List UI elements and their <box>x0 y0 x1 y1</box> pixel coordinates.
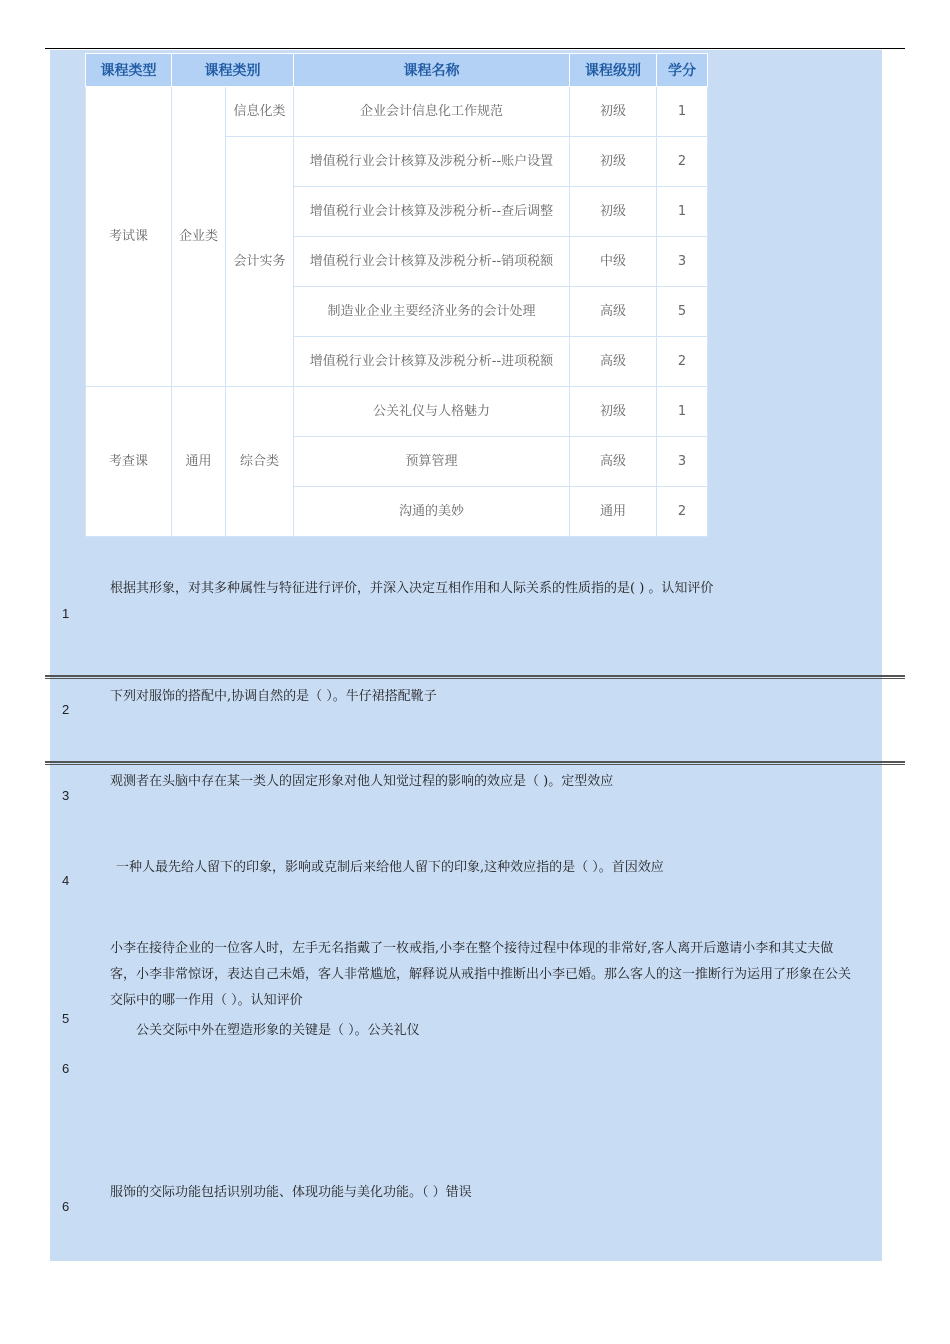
course-subcategory-cell: 信息化类 <box>226 87 294 137</box>
course-level-cell: 中级 <box>570 237 657 287</box>
header-course-type: 课程类型 <box>86 54 172 87</box>
table-row <box>86 387 708 437</box>
course-level-cell: 初级 <box>570 137 657 187</box>
course-category-cell: 通用 <box>172 387 226 537</box>
course-level-cell: 高级 <box>570 287 657 337</box>
course-name-cell: 沟通的美妙 <box>294 487 570 537</box>
course-name-cell: 增值税行业会计核算及涉税分析--账户设置 <box>294 137 570 187</box>
question-text: 小李在接待企业的一位客人时，左手无名指戴了一枚戒指,小李在整个接待过程中体现的非常好,客人离开后邀请小李和其丈夫做客，小李非常惊讶，表达自己未婚，客人非常尴尬，解释说从戒指中推断出小李已婚。那么客人的这一推断行为运用了形象在公关交际中的哪一作用（ ）。认知评价 <box>110 941 852 1008</box>
question-number: 6 <box>62 1061 70 1076</box>
course-credit-cell: 1 <box>657 187 708 237</box>
header-course-name: 课程名称 <box>294 54 570 87</box>
question-number: 3 <box>62 788 70 803</box>
course-level-cell: 通用 <box>570 487 657 537</box>
course-level-cell: 高级 <box>570 337 657 387</box>
course-subcategory-cell: 综合类 <box>226 387 294 537</box>
question-text: 服饰的交际功能包括识别功能、体现功能与美化功能。（ ）错误 <box>110 1185 472 1200</box>
header-credit: 学分 <box>657 54 708 87</box>
course-credit-cell: 2 <box>657 487 708 537</box>
question-number: 4 <box>62 873 70 888</box>
course-credit-cell: 3 <box>657 237 708 287</box>
question-number: 6 <box>62 1199 70 1214</box>
question-number: 1 <box>62 606 70 621</box>
course-name-cell: 制造业企业主要经济业务的会计处理 <box>294 287 570 337</box>
course-level-cell: 初级 <box>570 387 657 437</box>
question-text: 下列对服饰的搭配中,协调自然的是（ ）。牛仔裙搭配靴子 <box>110 689 437 704</box>
course-credit-cell: 3 <box>657 437 708 487</box>
course-name-cell: 增值税行业会计核算及涉税分析--查后调整 <box>294 187 570 237</box>
course-name-cell: 预算管理 <box>294 437 570 487</box>
course-type-cell: 考查课 <box>86 387 172 537</box>
course-level-cell: 初级 <box>570 187 657 237</box>
course-credit-cell: 2 <box>657 137 708 187</box>
header-course-category: 课程类别 <box>172 54 294 87</box>
course-credit-cell: 2 <box>657 337 708 387</box>
question-number: 2 <box>62 702 70 717</box>
course-credit-cell: 1 <box>657 387 708 437</box>
question-text: 一种人最先给人留下的印象，影响或克制后来给他人留下的印象,这种效应指的是（ ）。首因效应 <box>116 860 664 875</box>
header-course-level: 课程级别 <box>570 54 657 87</box>
question-text: 公关交际中外在塑造形象的关键是（ ）。公关礼仪 <box>136 1023 420 1038</box>
question-separator <box>45 675 905 679</box>
course-category-cell: 企业类 <box>172 87 226 387</box>
question-number: 5 <box>62 1011 70 1026</box>
course-credit-cell: 5 <box>657 287 708 337</box>
top-rule <box>45 48 905 49</box>
course-subcategory-cell: 会计实务 <box>226 137 294 387</box>
course-name-cell: 增值税行业会计核算及涉税分析--进项税额 <box>294 337 570 387</box>
question-text: 观测者在头脑中存在某一类人的固定形象对他人知觉过程的影响的效应是（ )。定型效应 <box>110 774 614 789</box>
course-type-cell: 考试课 <box>86 87 172 387</box>
course-level-cell: 初级 <box>570 87 657 137</box>
course-level-cell: 高级 <box>570 437 657 487</box>
course-table <box>85 53 708 537</box>
course-name-cell: 企业会计信息化工作规范 <box>294 87 570 137</box>
course-credit-cell: 1 <box>657 87 708 137</box>
course-name-cell: 增值税行业会计核算及涉税分析--销项税额 <box>294 237 570 287</box>
course-name-cell: 公关礼仪与人格魅力 <box>294 387 570 437</box>
question-text: 根据其形象，对其多种属性与特征进行评价，并深入决定互相作用和人际关系的性质指的是( ) 。认知评价 <box>110 581 714 596</box>
table-header-row <box>86 54 708 87</box>
question-separator <box>45 761 905 765</box>
table-row <box>86 87 708 137</box>
